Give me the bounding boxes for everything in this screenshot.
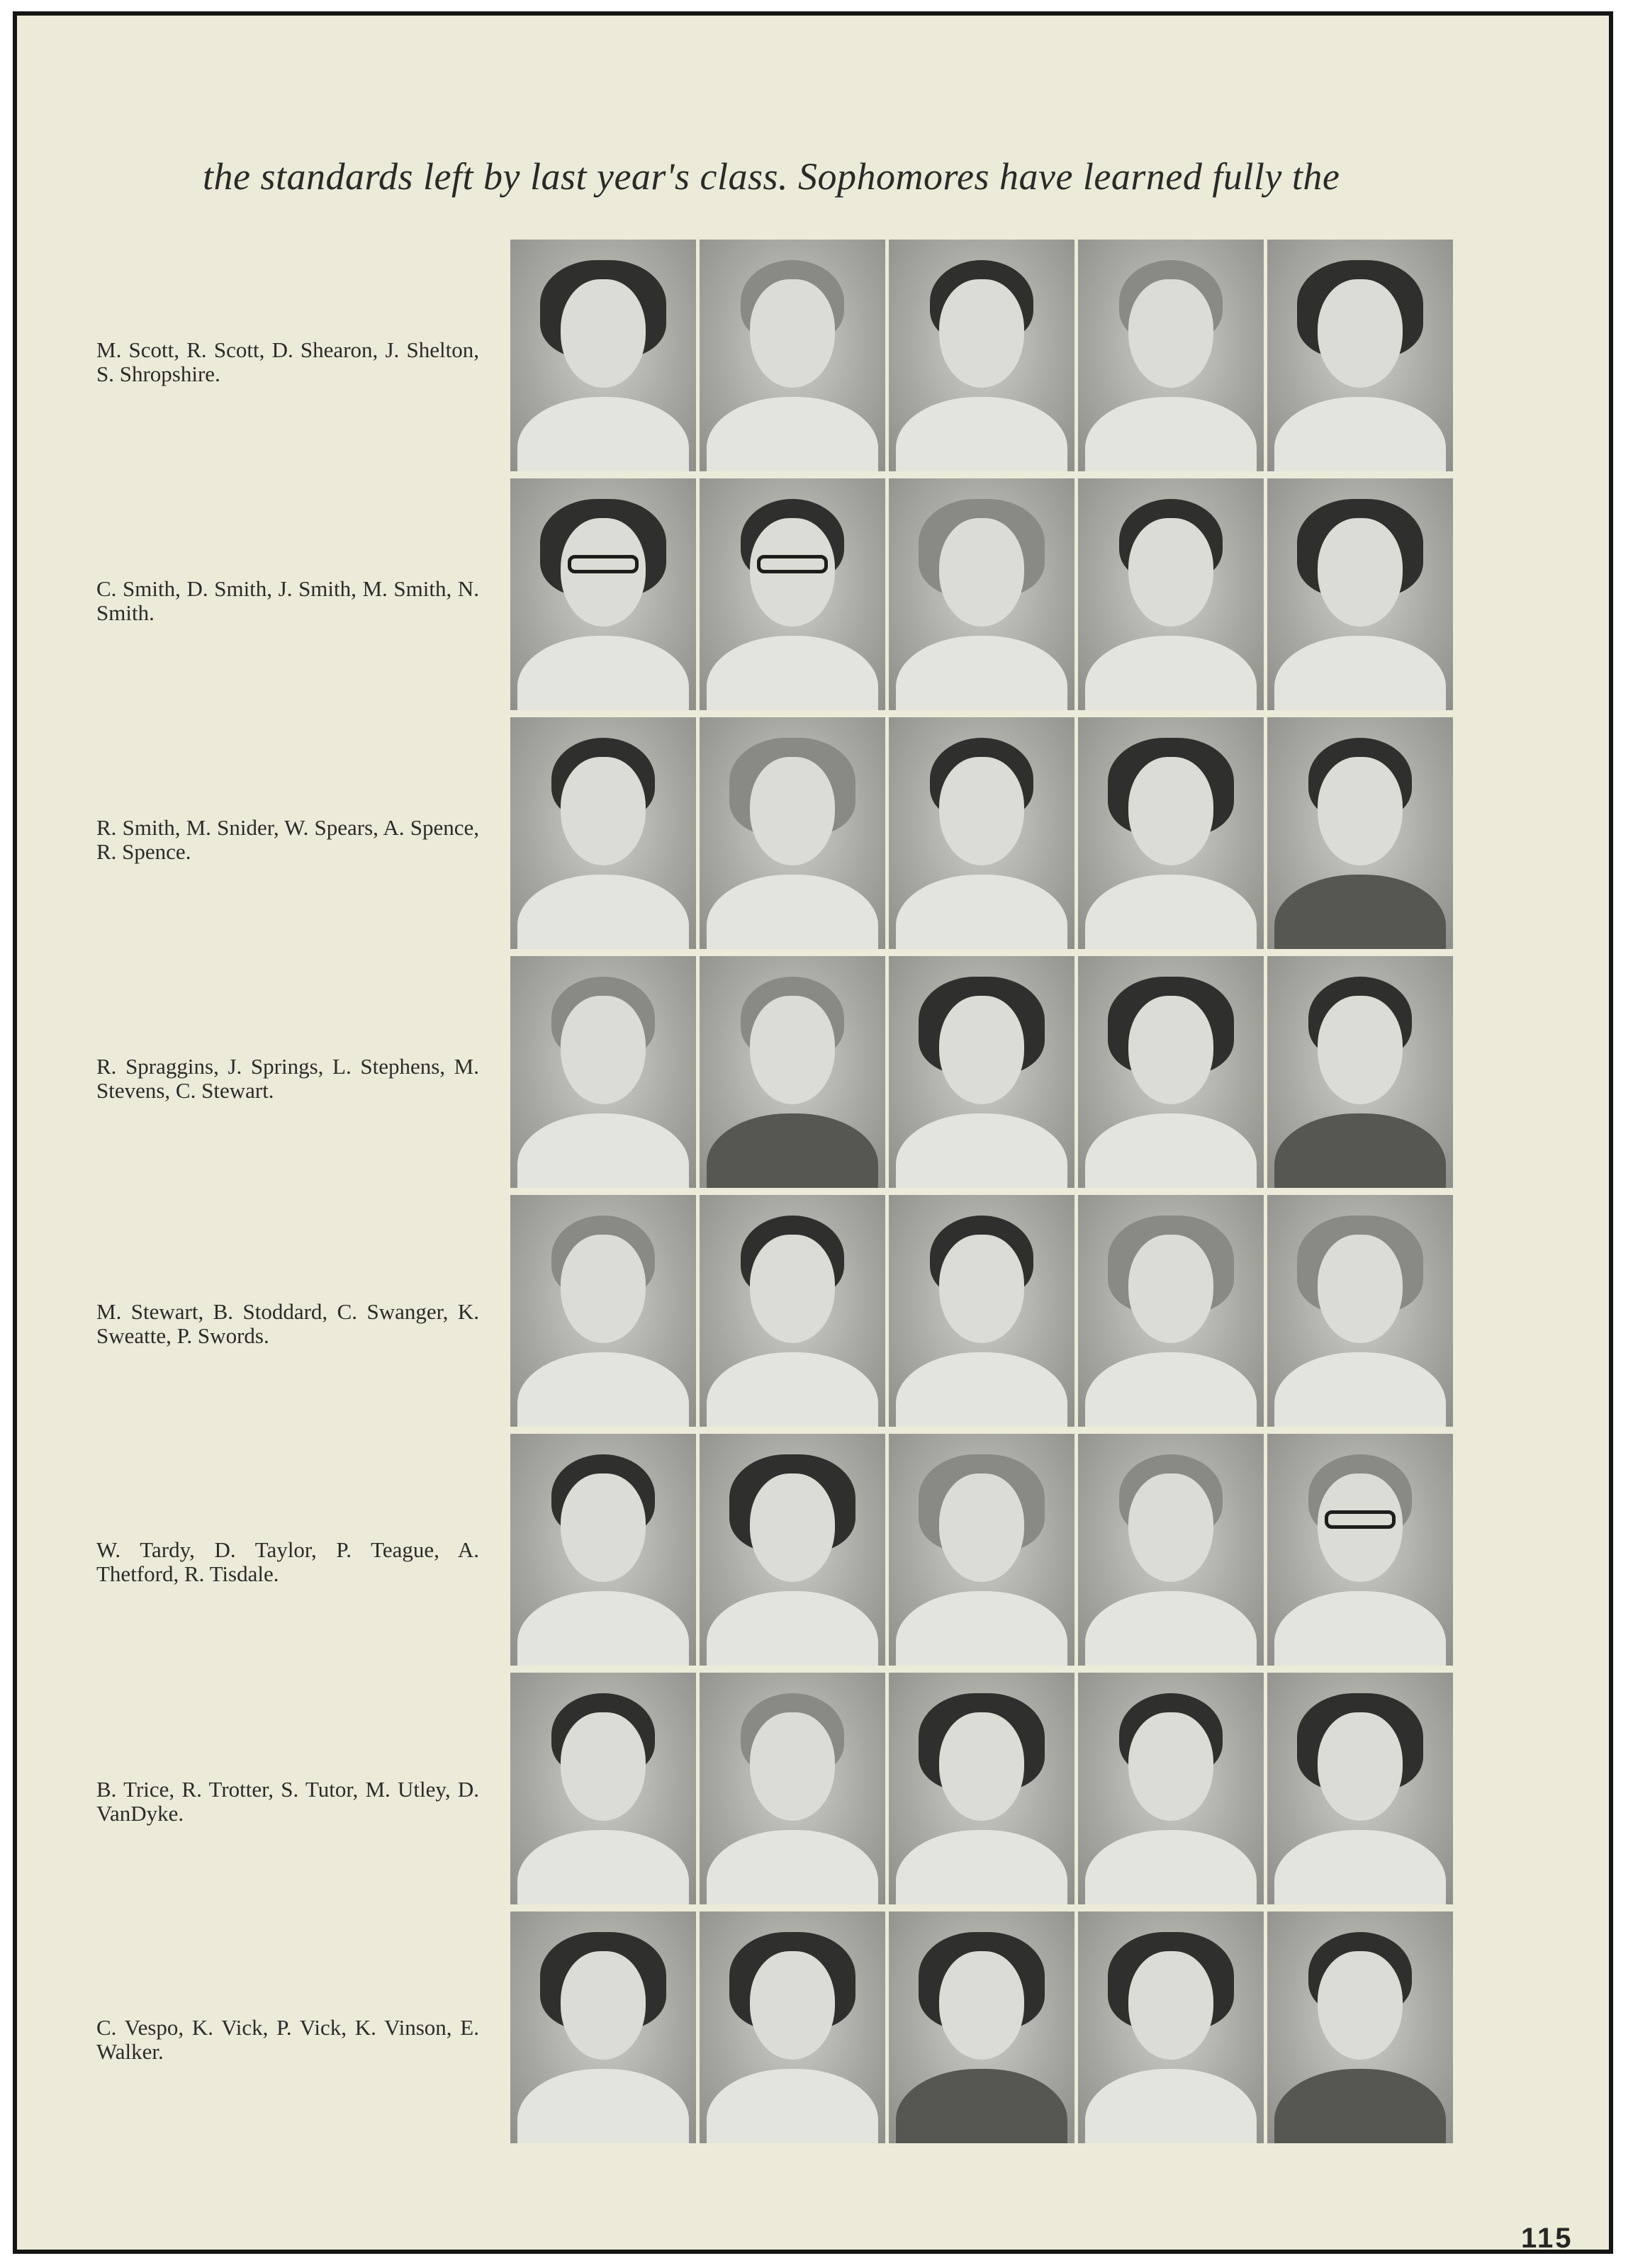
student-portrait bbox=[510, 1911, 696, 2143]
student-portrait bbox=[510, 478, 696, 710]
page-heading: the standards left by last year's class. Sophomores have learned fully the bbox=[203, 155, 1340, 198]
student-portrait bbox=[510, 1434, 696, 1666]
student-portrait bbox=[889, 478, 1074, 710]
student-portrait bbox=[700, 1195, 885, 1427]
student-portrait bbox=[1078, 478, 1264, 710]
page-number: 115 bbox=[1521, 2223, 1573, 2254]
student-portrait bbox=[889, 240, 1074, 471]
student-portrait bbox=[700, 1434, 885, 1666]
student-portrait bbox=[700, 1673, 885, 1904]
student-portrait bbox=[889, 956, 1074, 1188]
student-portrait bbox=[1267, 717, 1453, 949]
student-portrait bbox=[1267, 240, 1453, 471]
portrait-grid bbox=[510, 240, 1459, 2143]
student-portrait bbox=[1267, 1434, 1453, 1666]
student-portrait bbox=[1078, 956, 1264, 1188]
student-portrait bbox=[1267, 478, 1453, 710]
student-portrait bbox=[510, 1195, 696, 1427]
student-portrait bbox=[1078, 240, 1264, 471]
row-caption: R. Spraggins, J. Springs, L. Stephens, M. Stevens, C. Stewart. bbox=[96, 1054, 479, 1103]
row-caption: W. Tardy, D. Taylor, P. Teague, A. Thetford, R. Tisdale. bbox=[96, 1537, 479, 1586]
student-portrait bbox=[510, 956, 696, 1188]
student-portrait bbox=[1078, 717, 1264, 949]
student-portrait bbox=[1078, 1911, 1264, 2143]
row-caption: C. Vespo, K. Vick, P. Vick, K. Vinson, E. Walker. bbox=[96, 2015, 479, 2064]
row-caption: B. Trice, R. Trotter, S. Tutor, M. Utley, D. VanDyke. bbox=[96, 1777, 479, 1826]
student-portrait bbox=[510, 717, 696, 949]
row-caption: C. Smith, D. Smith, J. Smith, M. Smith, N. Smith. bbox=[96, 576, 479, 625]
student-portrait bbox=[889, 1673, 1074, 1904]
student-portrait bbox=[700, 240, 885, 471]
student-portrait bbox=[700, 956, 885, 1188]
student-portrait bbox=[889, 1434, 1074, 1666]
student-portrait bbox=[889, 1911, 1074, 2143]
student-portrait bbox=[1267, 1911, 1453, 2143]
student-portrait bbox=[1267, 956, 1453, 1188]
student-portrait bbox=[510, 1673, 696, 1904]
student-portrait bbox=[889, 717, 1074, 949]
student-portrait bbox=[510, 240, 696, 471]
student-portrait bbox=[700, 1911, 885, 2143]
yearbook-page bbox=[13, 11, 1613, 2254]
student-portrait bbox=[1267, 1673, 1453, 1904]
student-portrait bbox=[1078, 1434, 1264, 1666]
student-portrait bbox=[889, 1195, 1074, 1427]
row-caption: R. Smith, M. Snider, W. Spears, A. Spence, R. Spence. bbox=[96, 815, 479, 864]
student-portrait bbox=[1267, 1195, 1453, 1427]
student-portrait bbox=[1078, 1195, 1264, 1427]
row-caption: M. Stewart, B. Stoddard, C. Swanger, K. Sweatte, P. Swords. bbox=[96, 1299, 479, 1348]
student-portrait bbox=[1078, 1673, 1264, 1904]
row-caption: M. Scott, R. Scott, D. Shearon, J. Shelton, S. Shropshire. bbox=[96, 337, 479, 386]
student-portrait bbox=[700, 717, 885, 949]
student-portrait bbox=[700, 478, 885, 710]
